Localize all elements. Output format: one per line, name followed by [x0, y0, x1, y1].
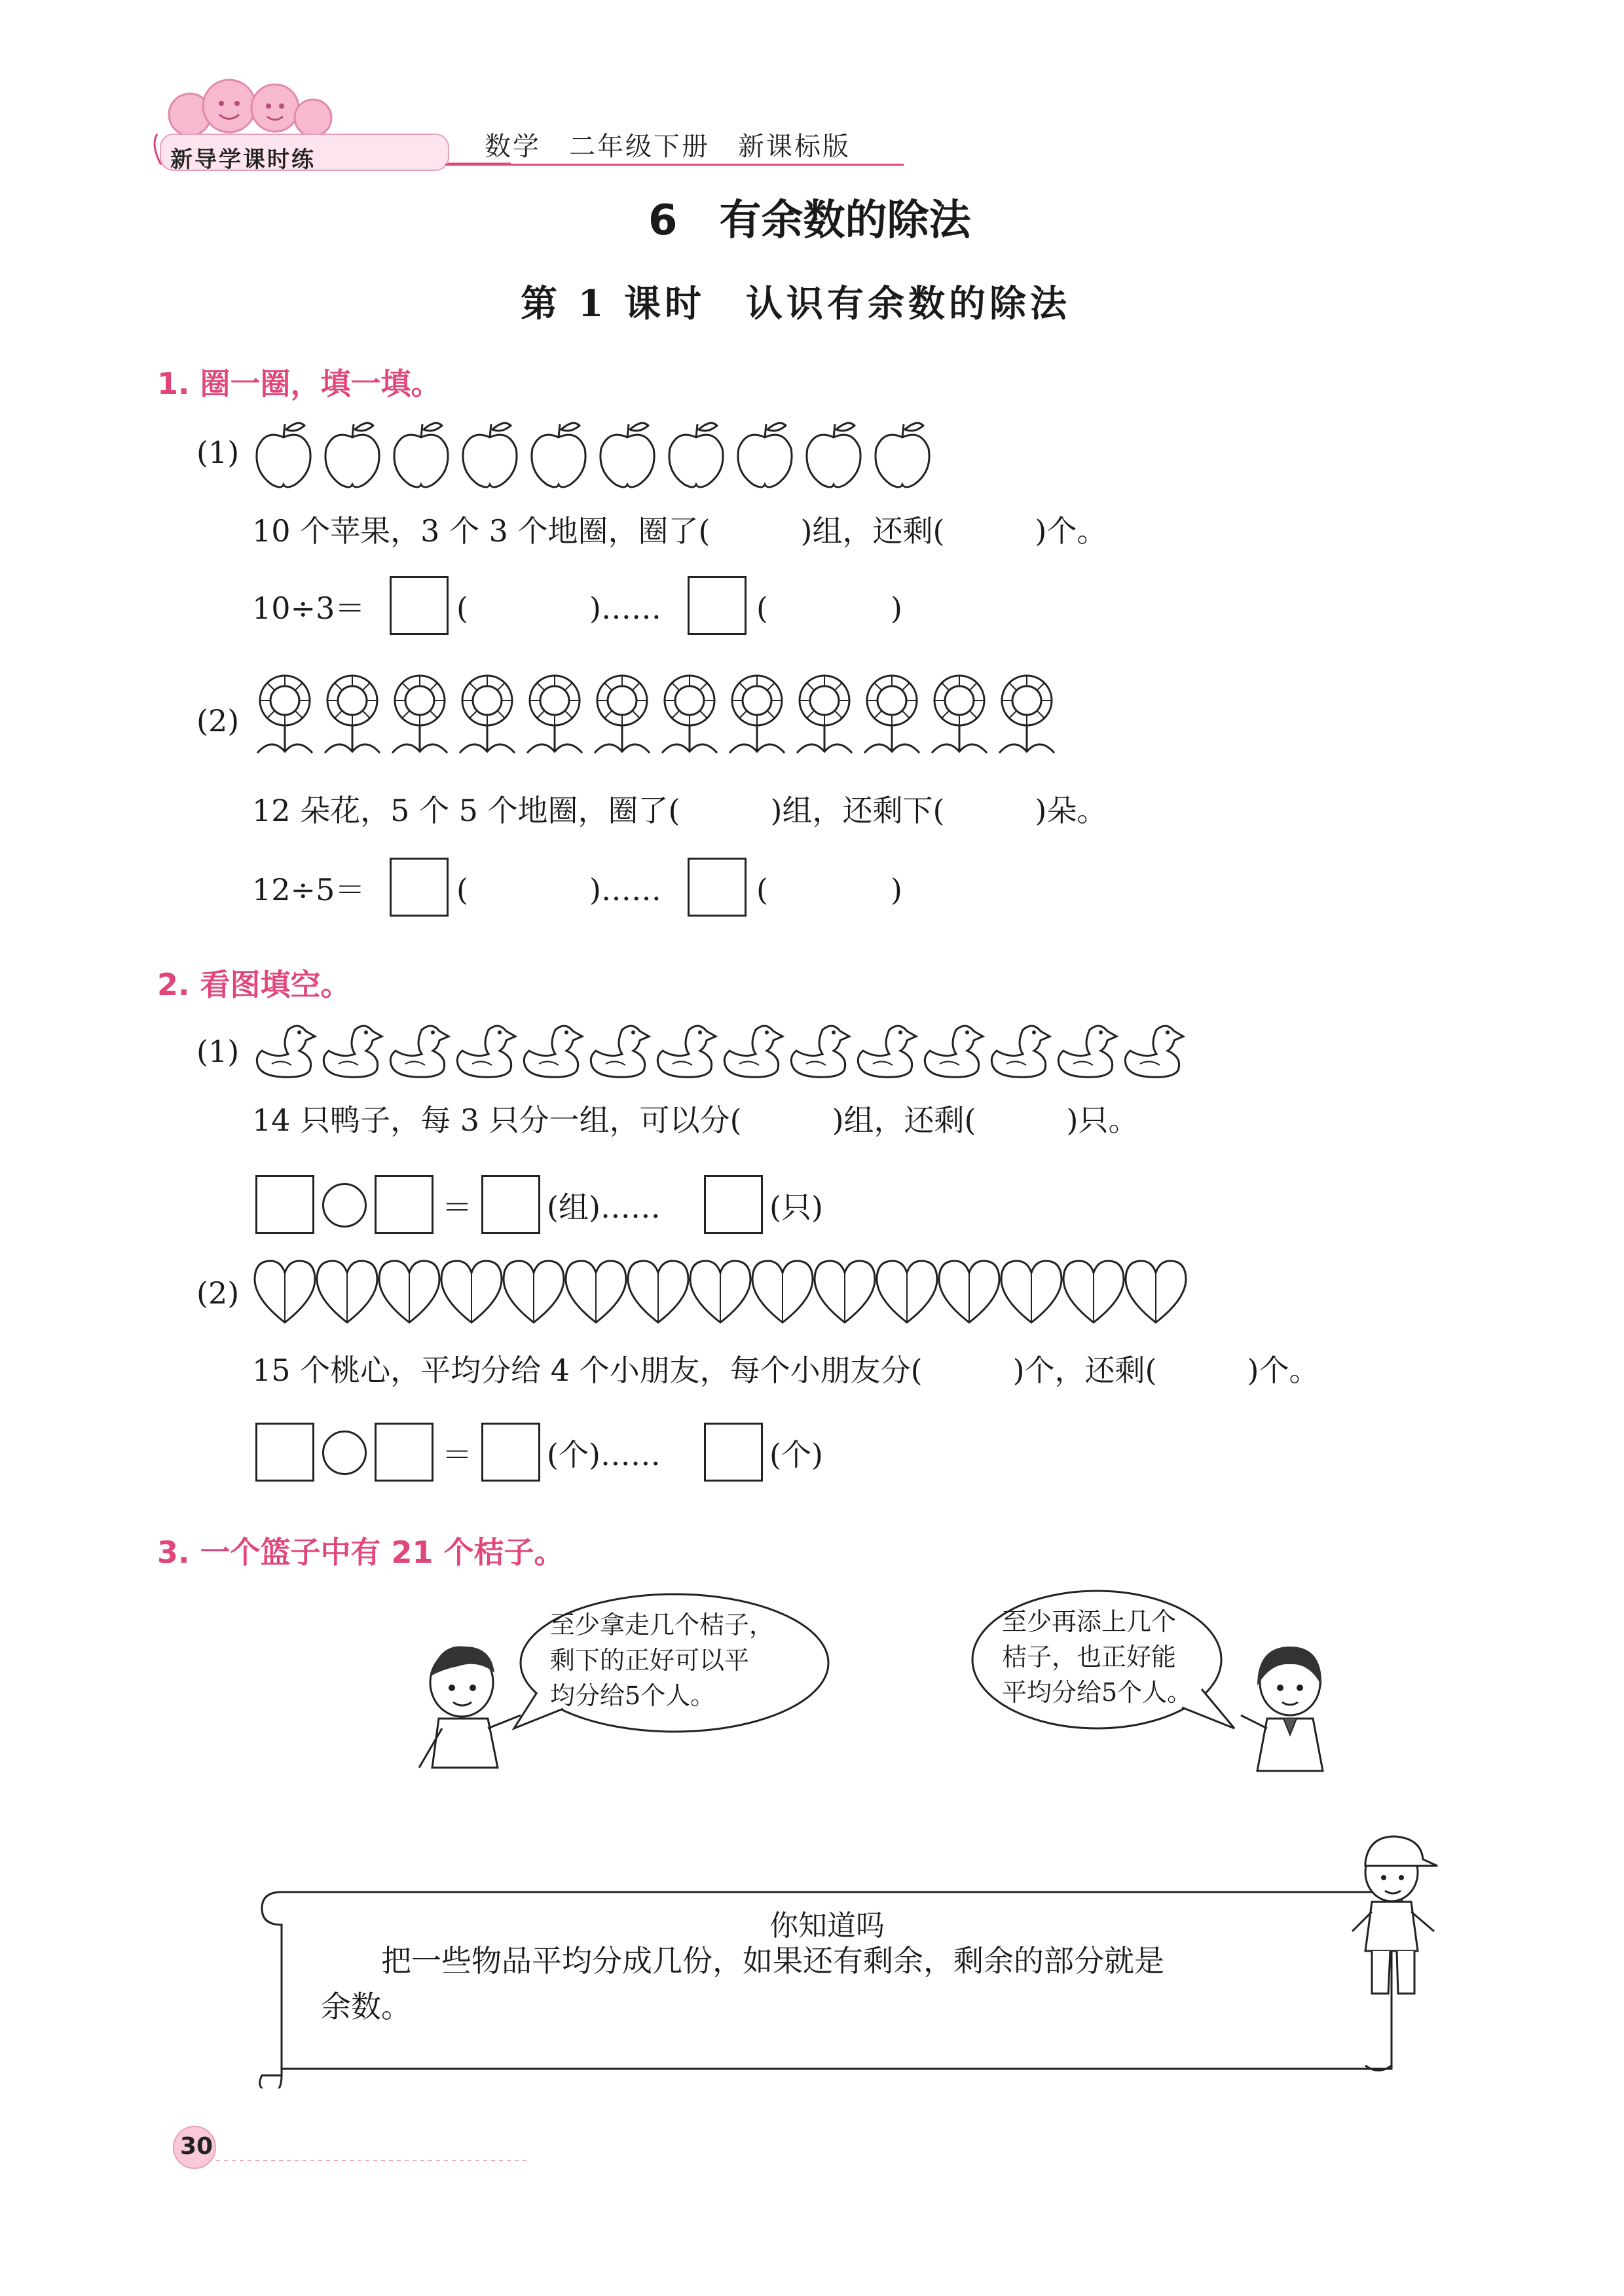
heart-icon [566, 1261, 626, 1322]
eq-prefix: 12÷5＝ [252, 872, 365, 907]
heart-icon [1126, 1261, 1186, 1322]
operator-circle[interactable] [322, 1430, 367, 1475]
q1-p1-line: 10 个苹果，3 个 3 个地圈，圈了( )组，还剩( )个。 [252, 513, 1107, 549]
flower-icon [460, 676, 515, 753]
heart-icon [815, 1261, 875, 1322]
flower-icon [662, 676, 717, 753]
eq-sign: ＝ [442, 1437, 472, 1472]
flower-icon [797, 676, 852, 753]
heart-icon [939, 1261, 999, 1322]
flower-icon [999, 676, 1054, 753]
apple-icon [325, 423, 379, 487]
apple-icon [738, 423, 792, 487]
unit-title: 6 有余数的除法 [648, 196, 971, 245]
apple-icon [669, 423, 723, 487]
eq-close: )…… [589, 872, 661, 907]
remainder-box[interactable] [704, 1423, 763, 1482]
remainder-box[interactable] [704, 1175, 763, 1234]
heart-icon [379, 1261, 439, 1322]
quotient-box[interactable] [481, 1423, 540, 1482]
page-number: 30 [180, 2133, 213, 2160]
duck-icon [1058, 1026, 1116, 1077]
duck-icon [991, 1026, 1050, 1077]
heart-icon [628, 1261, 688, 1322]
duck-icons [252, 1018, 1200, 1080]
heart-icon [255, 1261, 315, 1322]
eq-unit: (个) [769, 1437, 823, 1472]
cap-boy-illustration [1346, 1827, 1444, 2003]
apple-icon [394, 423, 448, 487]
flower-icon [932, 676, 987, 753]
header-rule [445, 164, 904, 166]
q2-p2-equation [255, 1423, 910, 1488]
q3-heading: 3. 一个篮子中有 21 个桔子。 [157, 1535, 564, 1570]
lesson-title: 第 1 课时 认识有余数的除法 [521, 282, 1071, 325]
apple-icons [252, 419, 953, 491]
bubble-left-text: 至少拿走几个桔子， 剩下的正好可以平 均分给5个人。 [550, 1611, 775, 1710]
eq-close: )…… [589, 591, 661, 626]
quotient-box[interactable] [481, 1175, 540, 1234]
answer-box[interactable] [390, 858, 449, 917]
apple-icon [600, 423, 654, 487]
heart-icon [317, 1261, 377, 1322]
q1-p2-line: 12 朵花，5 个 5 个地圈，圈了( )组，还剩下( )朵。 [252, 793, 1107, 828]
heart-icon [1001, 1261, 1061, 1322]
eq-open: ( [756, 872, 768, 907]
eq-open: ( [756, 591, 768, 626]
duck-icon [657, 1026, 716, 1077]
q2-p1-equation [255, 1175, 910, 1241]
operator-circle[interactable] [322, 1183, 367, 1228]
duck-icon [1125, 1026, 1183, 1077]
heart-icon [690, 1261, 750, 1322]
apple-icon [463, 423, 517, 487]
heart-icon [504, 1261, 564, 1322]
series-name: 新导学课时练 [170, 147, 316, 173]
eq-unit: (个)…… [547, 1437, 661, 1472]
heart-icon [752, 1261, 813, 1322]
duck-icon [724, 1026, 783, 1077]
flower-row [252, 674, 1064, 766]
book-info: 数学 二年级下册 新课标版 [485, 132, 851, 162]
duck-icon [925, 1026, 983, 1077]
dividend-box[interactable] [255, 1423, 314, 1482]
duck-row [252, 1018, 1208, 1080]
page-number-badge [167, 2124, 534, 2170]
q2-p2-label: (2) [196, 1275, 240, 1311]
divisor-box[interactable] [375, 1175, 434, 1234]
bubble-right-text: 至少再添上几个 桔子，也正好能 平均分给5个人。 [1002, 1607, 1192, 1707]
duck-icon [390, 1026, 449, 1077]
duck-icon [457, 1026, 515, 1077]
header [144, 79, 930, 190]
flower-icon [392, 676, 447, 753]
heart-row [252, 1257, 1195, 1329]
q2-heading: 2. 看图填空。 [157, 967, 351, 1002]
duck-icon [323, 1026, 382, 1077]
eq-open: ( [456, 872, 468, 907]
eq-close: ) [891, 872, 902, 907]
duck-icon [591, 1026, 649, 1077]
flower-icon [527, 676, 582, 753]
q1-heading: 1. 圈一圈，填一填。 [157, 366, 441, 401]
tip-title: 你知道吗 [769, 1909, 885, 1942]
flower-icon [595, 676, 650, 753]
flower-icon [257, 676, 312, 753]
q2-p1-line: 14 只鸭子，每 3 只分一组，可以分( )组，还剩( )只。 [252, 1102, 1139, 1138]
heart-icons [252, 1257, 1198, 1329]
apple-icon [257, 423, 310, 487]
flower-icons [252, 674, 1075, 766]
q2-p2-line: 15 个桃心，平均分给 4 个小朋友，每个小朋友分( )个，还剩( )个。 [252, 1353, 1320, 1388]
q1-p2-equation [252, 858, 907, 923]
eq-unit: (只) [769, 1190, 823, 1225]
duck-icon [858, 1026, 916, 1077]
heart-icon [1063, 1261, 1124, 1322]
q1-p1-label: (1) [196, 435, 240, 470]
q1-p1-equation [252, 576, 907, 642]
divisor-box[interactable] [375, 1423, 434, 1482]
remainder-box[interactable] [688, 576, 747, 635]
apple-icon [532, 423, 585, 487]
eq-close: ) [891, 591, 902, 626]
q1-p2-label: (2) [196, 703, 240, 738]
duck-icon [791, 1026, 849, 1077]
apple-icon [807, 423, 860, 487]
tip-body: 把一些物品平均分成几份，如果还有剩余，剩余的部分就是 余数。 [321, 1943, 1164, 2024]
apple-row [252, 419, 946, 491]
duck-icon [257, 1026, 315, 1077]
eq-sign: ＝ [442, 1190, 472, 1225]
answer-box[interactable] [390, 576, 449, 635]
eq-open: ( [456, 591, 468, 626]
eq-unit: (组)…… [547, 1190, 661, 1225]
apple-icon [876, 423, 929, 487]
girl-illustration [1231, 1637, 1342, 1781]
dividend-box[interactable] [255, 1175, 314, 1234]
duck-icon [524, 1026, 582, 1077]
q2-p1-label: (1) [196, 1034, 240, 1069]
flower-icon [325, 676, 380, 753]
eq-prefix: 10÷3＝ [252, 591, 365, 626]
heart-icon [441, 1261, 502, 1322]
remainder-box[interactable] [688, 858, 747, 917]
flower-icon [864, 676, 919, 753]
heart-icon [877, 1261, 937, 1322]
flower-icon [729, 676, 784, 753]
